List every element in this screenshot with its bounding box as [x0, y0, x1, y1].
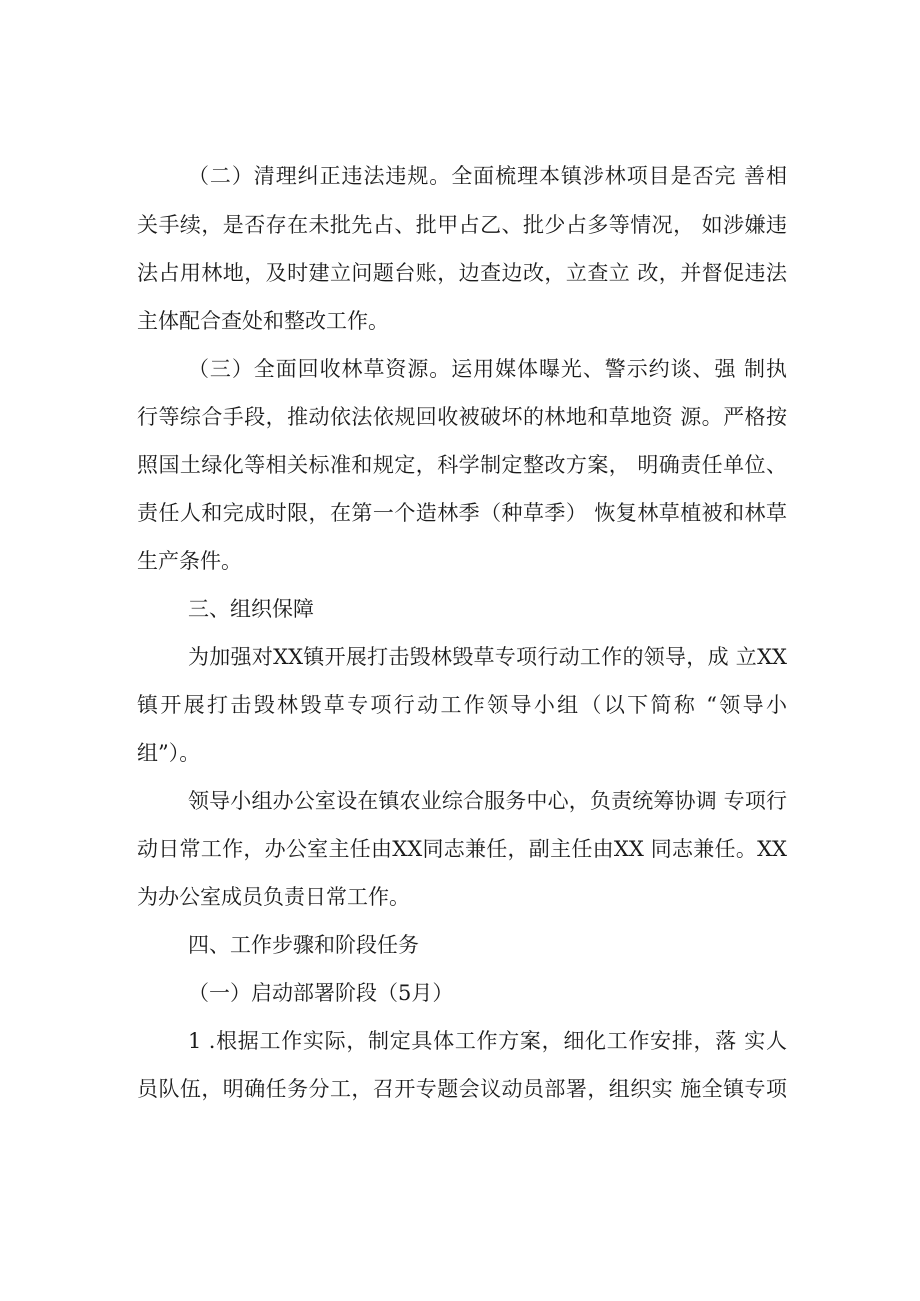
paragraph-line: 为加强对XX镇开展打击毁林毁草专项行动工作的领导，成 立XX [188, 645, 787, 669]
paragraph-line: 组”）。 [137, 741, 201, 765]
paragraph-line: 镇开展打击毁林毁草专项行动工作领导小组（以下简称 “领导小 [137, 693, 787, 717]
paragraph-line: （二）清理纠正违法违规。全面梳理本镇涉林项目是否完 善相 [188, 164, 787, 188]
paragraph-line: 动日常工作，办公室主任由XX同志兼任，副主任由XX 同志兼任。XX [137, 837, 787, 861]
paragraph-line: 为办公室成员负责日常工作。 [137, 885, 410, 909]
section-heading: 三、组织保障 [188, 597, 314, 621]
paragraph-line: 关手续，是否存在未批先占、批甲占乙、批少占多等情况， 如涉嫌违 [137, 213, 787, 237]
paragraph-line: （三）全面回收林草资源。运用媒体曝光、警示约谈、强 制执 [188, 357, 787, 381]
subsection-heading: （一）启动部署阶段（5月） [188, 981, 454, 1005]
paragraph-line: 1 .根据工作实际，制定具体工作方案，细化工作安排，落 实人 [188, 1029, 787, 1053]
paragraph-line: 责任人和完成时限，在第一个造林季（种草季） 恢复林草植被和林草 [137, 501, 787, 525]
paragraph-line: 领导小组办公室设在镇农业综合服务中心，负责统筹协调 专项行 [188, 789, 787, 813]
paragraph-line: 行等综合手段，推动依法依规回收被破坏的林地和草地资 源。严格按 [137, 405, 787, 429]
paragraph-line: 员队伍，明确任务分工，召开专题会议动员部署，组织实 施全镇专项 [137, 1077, 787, 1101]
paragraph-line: 生产条件。 [137, 549, 242, 573]
paragraph-line: 照国土绿化等相关标准和规定，科学制定整改方案， 明确责任单位、 [137, 453, 787, 477]
section-heading: 四、工作步骤和阶段任务 [188, 933, 419, 957]
paragraph-line: 法占用林地，及时建立问题台账，边查边改，立查立 改，并督促违法 [137, 261, 787, 285]
paragraph-line: 主体配合查处和整改工作。 [137, 309, 389, 333]
